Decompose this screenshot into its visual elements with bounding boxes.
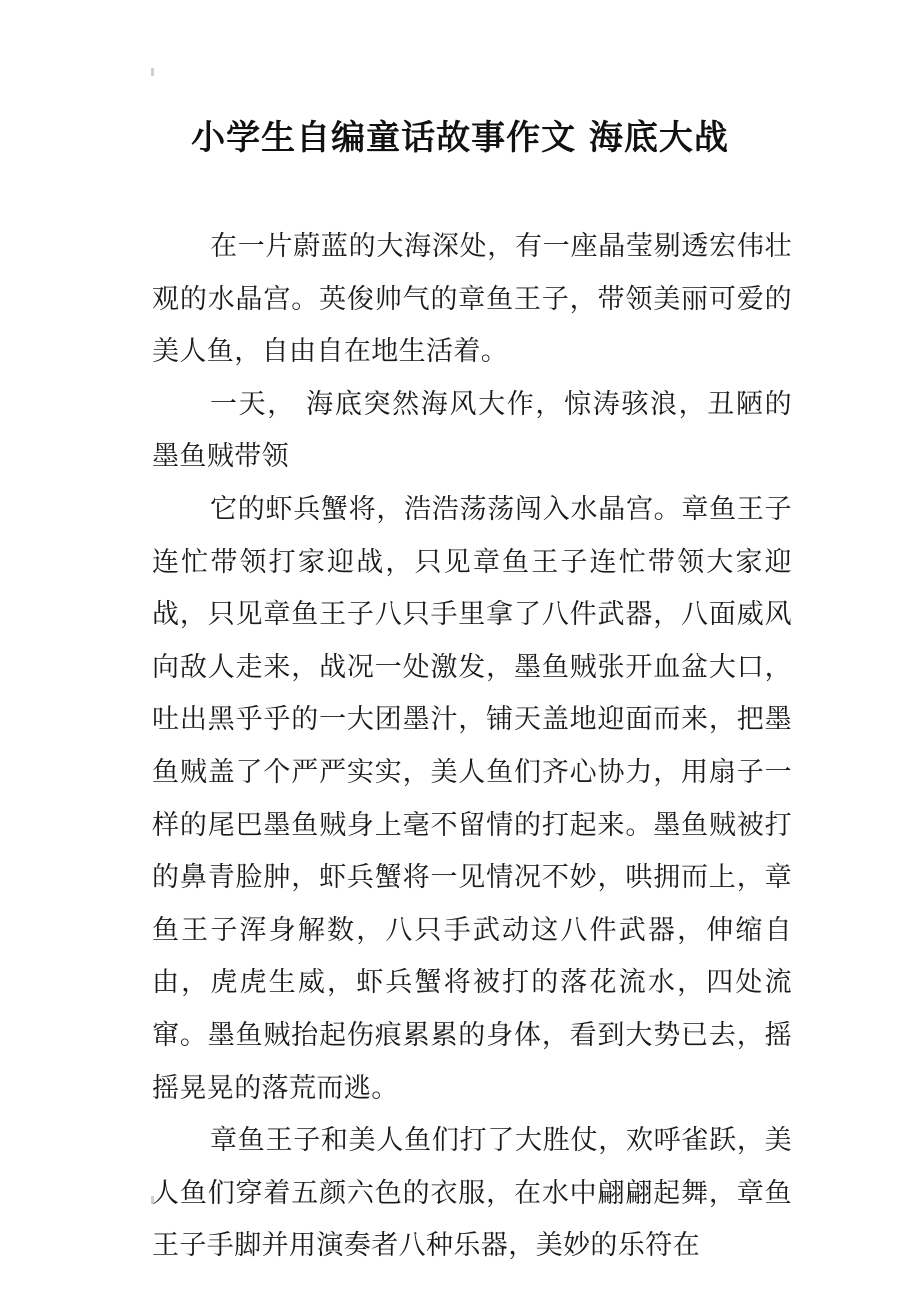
article-body <box>152 221 792 1273</box>
paragraph-1: 在一片蔚蓝的大海深处，有一座晶莹剔透宏伟壮观的水晶宫。英俊帅气的章鱼王子，带领美丽可爱的美人鱼，自由自在地生活着。 <box>152 231 792 368</box>
paragraph-2: 一天， 海底突然海风大作，惊涛骇浪，丑陋的墨鱼贼带领 <box>152 388 792 473</box>
corner-mark-top <box>151 68 154 76</box>
paragraph-4: 章鱼王子和美人鱼们打了大胜仗，欢呼雀跃，美人鱼们穿着五颜六色的衣服，在水中翩翩起舞，章鱼王子手脚并用演奏者八种乐器，美妙的乐符在 <box>152 1125 792 1262</box>
page-title: 小学生自编童话故事作文 海底大战 <box>191 118 729 158</box>
paragraph-3: 它的虾兵蟹将，浩浩荡荡闯入水晶宫。章鱼王子连忙带领打家迎战，只见章鱼王子连忙带领大家迎战，只见章鱼王子八只手里拿了八件武器，八面威风向敌人走来，战况一处激发，墨鱼贼张开血盆大口，吐出黑乎乎的一大团墨汁，铺天盖地迎面而来，把墨鱼贼盖了个严严实实，美人鱼们齐心协力，用扇子一样的尾巴墨鱼贼身上毫不留情的打起来。墨鱼贼被打的鼻青脸肿，虾兵蟹将一见情况不妙，哄拥而上，章鱼王子浑身解数，八只手武动这八件武器，伸缩自由，虎虎生威，虾兵蟹将被打的落花流水，四处流窜。墨鱼贼抬起伤痕累累的身体，看到大势已去，摇摇晃晃的落荒而逃。 <box>152 493 792 1104</box>
